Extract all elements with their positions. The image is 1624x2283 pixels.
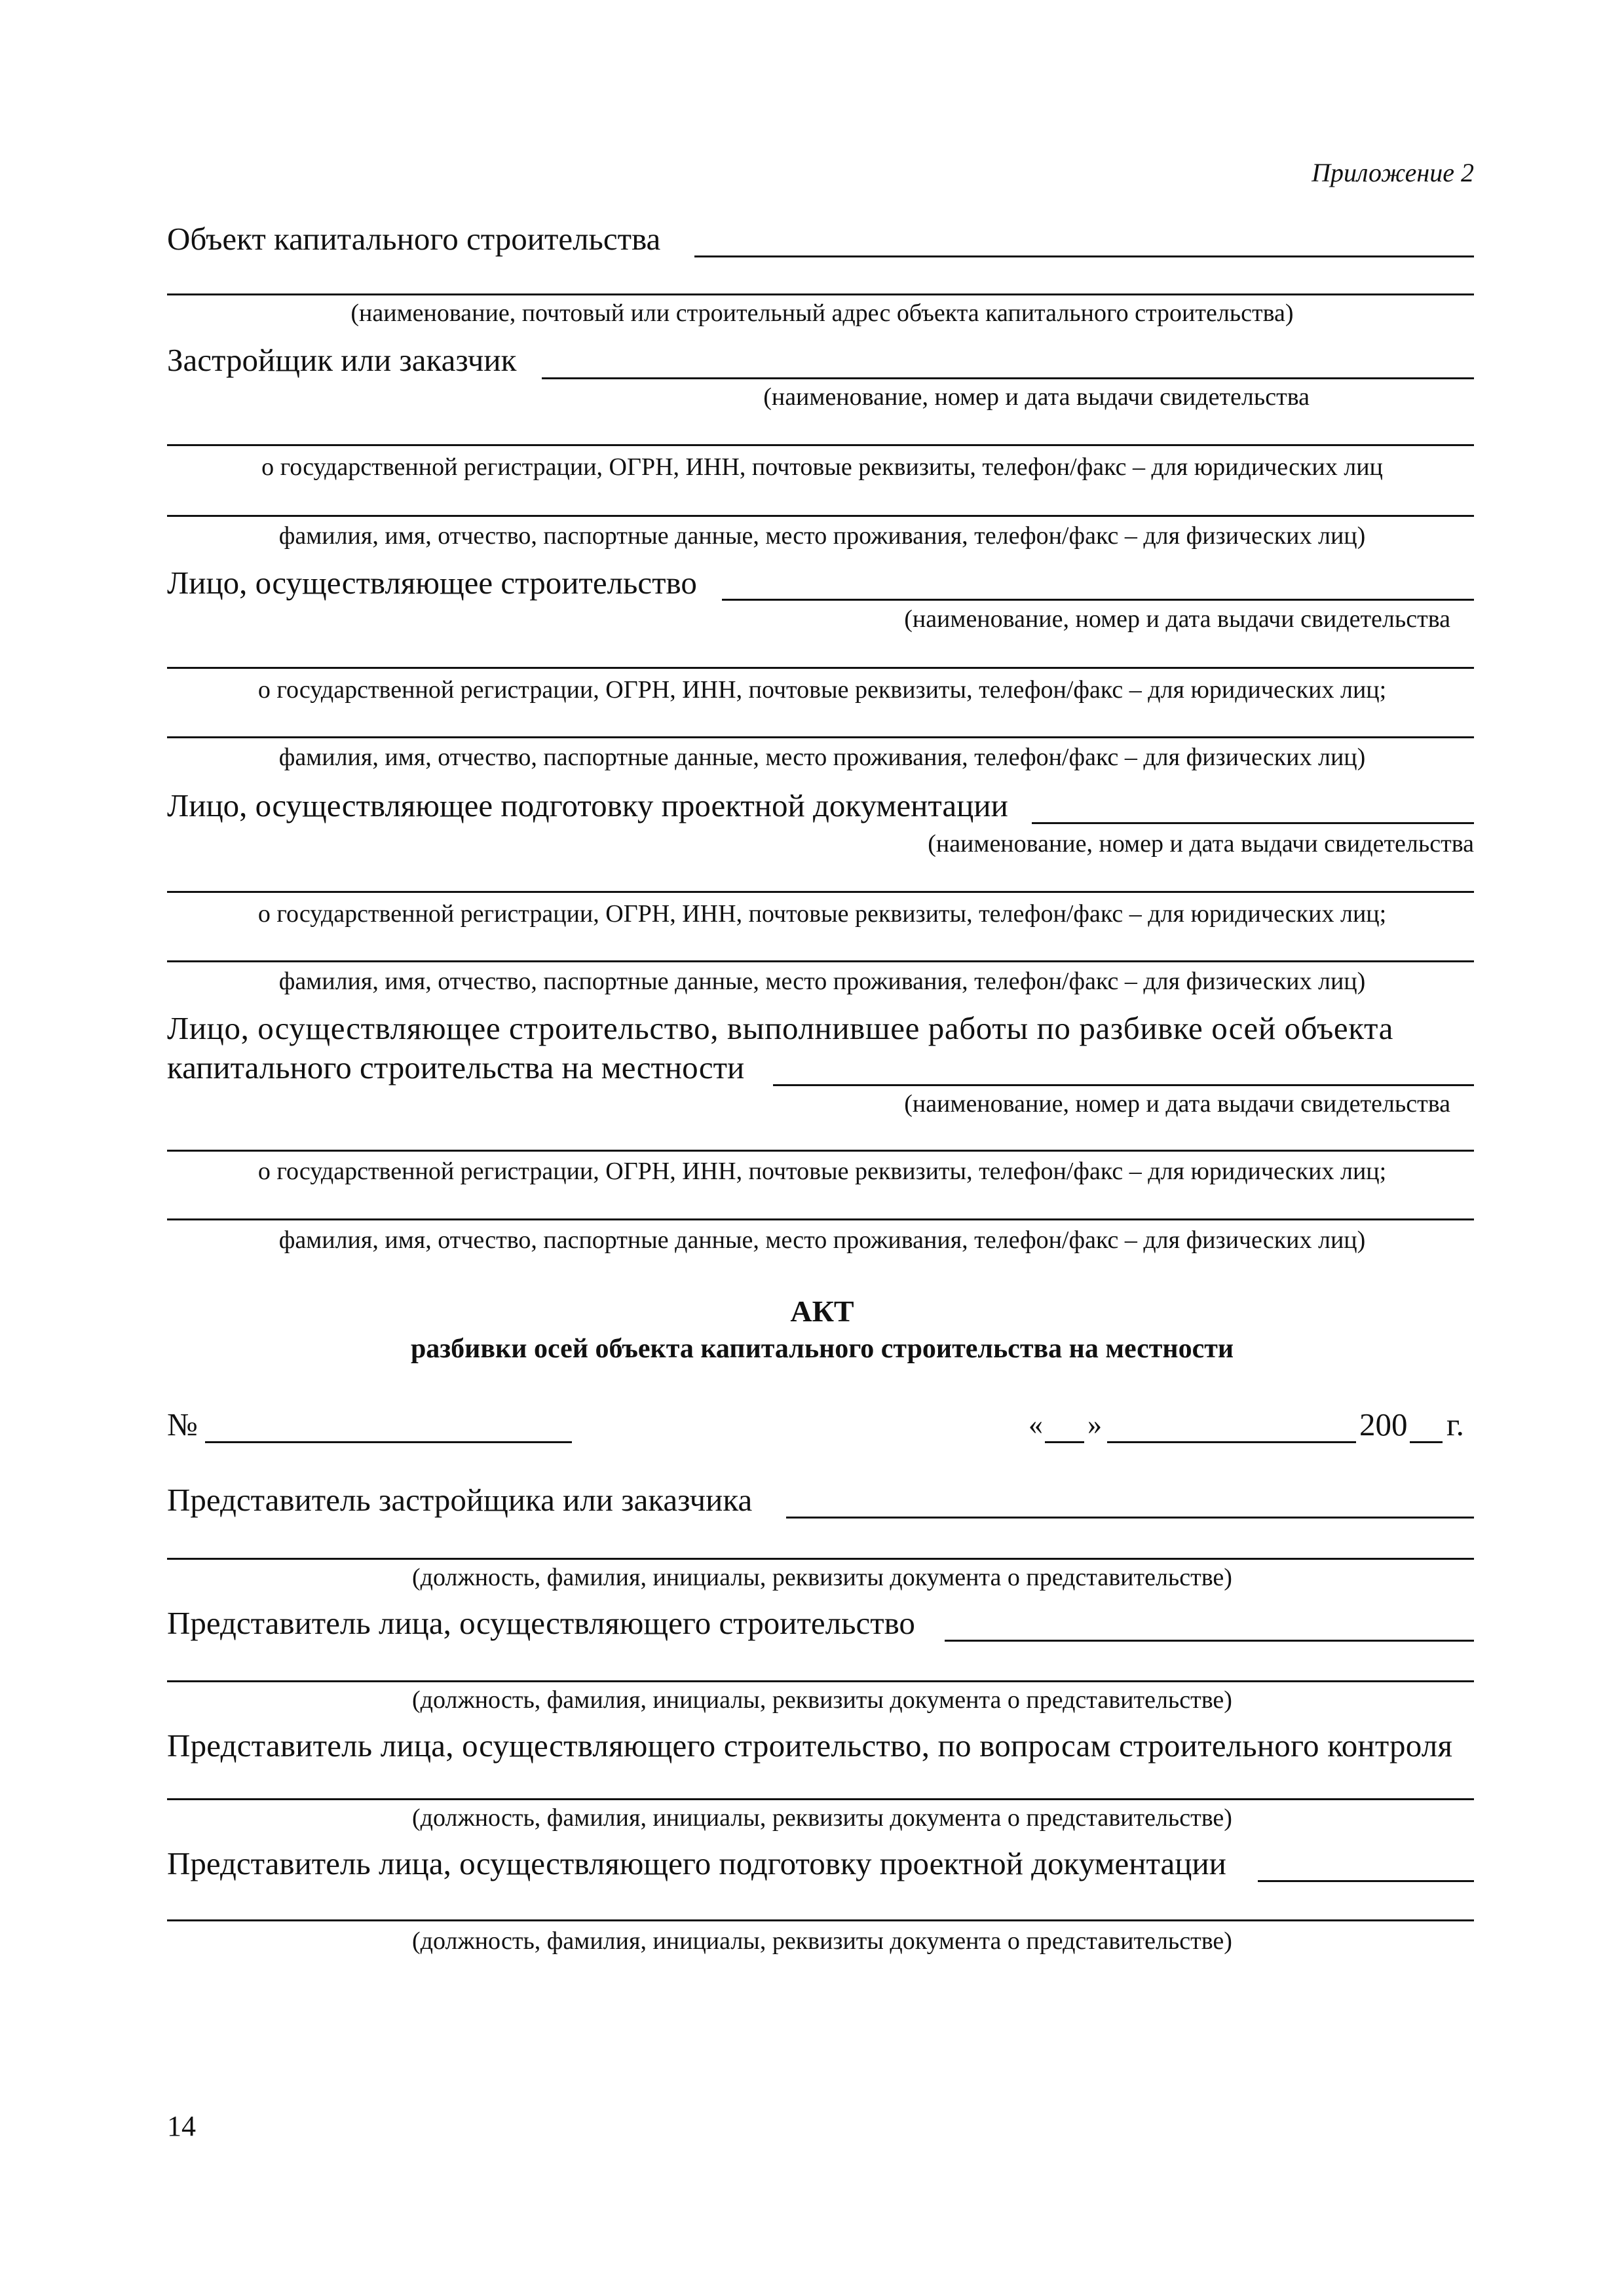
act-subtitle: разбивки осей объекта капитального строительства на местности (410, 1334, 1234, 1364)
axes-builder-hint-name: (наименование, номер и дата выдачи свидетельства (904, 1090, 1450, 1118)
designer-hint-name: (наименование, номер и дата выдачи свидетельства (928, 830, 1474, 858)
date-month-line[interactable] (1107, 1441, 1356, 1443)
builder-fill-line[interactable] (722, 599, 1474, 601)
object-label: Объект капитального строительства (167, 221, 661, 257)
builder-rep-label: Представитель лица, осуществляющего строительство (167, 1605, 915, 1641)
developer-fill-line-2[interactable] (167, 444, 1474, 446)
builder-label: Лицо, осуществляющее строительство (167, 565, 697, 601)
builder-fill-line-2[interactable] (167, 667, 1474, 669)
builder-rep-fill-line[interactable] (945, 1640, 1474, 1642)
page-number: 14 (167, 2110, 196, 2142)
act-number-line[interactable] (205, 1441, 572, 1443)
year-prefix: 200 (1359, 1406, 1408, 1443)
axes-builder-label-line2: капитального строительства на местности (167, 1049, 745, 1085)
developer-hint-name: (наименование, номер и дата выдачи свидетельства (763, 383, 1310, 411)
axes-builder-fill-line-3[interactable] (167, 1218, 1474, 1220)
year-line[interactable] (1410, 1441, 1443, 1443)
designer-rep-hint: (должность, фамилия, инициалы, реквизиты документа о представительстве) (412, 1927, 1232, 1955)
builder-hint-legal: о государственной регистрации, ОГРН, ИНН, почтовые реквизиты, телефон/факс – для юридических лиц; (257, 676, 1387, 704)
builder-rep-fill-line-2[interactable] (167, 1680, 1474, 1682)
builder-control-rep-label: Представитель лица, осуществляющего строительство, по вопросам строительного контроля (167, 1727, 1453, 1764)
axes-builder-fill-line-2[interactable] (167, 1150, 1474, 1152)
axes-builder-hint-legal: о государственной регистрации, ОГРН, ИНН, почтовые реквизиты, телефон/факс – для юридических лиц; (257, 1158, 1387, 1185)
axes-builder-fill-line[interactable] (773, 1084, 1474, 1086)
builder-control-rep-hint: (должность, фамилия, инициалы, реквизиты документа о представительстве) (412, 1804, 1232, 1832)
developer-rep-label: Представитель застройщика или заказчика (167, 1482, 753, 1518)
object-fill-line[interactable] (694, 255, 1474, 257)
axes-builder-label-line1: Лицо, осуществляющее строительство, выполнившее работы по разбивке осей объекта (167, 1010, 1393, 1046)
designer-rep-fill-line[interactable] (1258, 1880, 1474, 1882)
developer-label: Застройщик или заказчик (167, 342, 517, 378)
date-day-line[interactable] (1045, 1441, 1084, 1443)
object-fill-line-2[interactable] (167, 293, 1474, 295)
developer-hint-legal: о государственной регистрации, ОГРН, ИНН, почтовые реквизиты, телефон/факс – для юридических лиц (261, 453, 1383, 481)
developer-fill-line[interactable] (542, 377, 1474, 379)
builder-hint-name: (наименование, номер и дата выдачи свидетельства (904, 605, 1450, 633)
designer-fill-line[interactable] (1032, 822, 1474, 824)
axes-builder-hint-person: фамилия, имя, отчество, паспортные данные, место проживания, телефон/факс – для физических лиц) (278, 1226, 1366, 1254)
act-title: АКТ (790, 1294, 854, 1328)
designer-rep-fill-line-2[interactable] (167, 1919, 1474, 1921)
object-hint: (наименование, почтовый или строительный адрес объекта капитального строительства) (350, 299, 1294, 327)
designer-hint-legal: о государственной регистрации, ОГРН, ИНН, почтовые реквизиты, телефон/факс – для юридических лиц; (257, 900, 1387, 928)
builder-control-rep-fill-line[interactable] (167, 1798, 1474, 1800)
designer-fill-line-3[interactable] (167, 960, 1474, 962)
designer-hint-person: фамилия, имя, отчество, паспортные данные, место проживания, телефон/факс – для физических лиц) (278, 968, 1366, 995)
designer-rep-label: Представитель лица, осуществляющего подготовку проектной документации (167, 1845, 1226, 1881)
builder-rep-hint: (должность, фамилия, инициалы, реквизиты документа о представительстве) (412, 1686, 1232, 1714)
year-suffix: г. (1446, 1406, 1464, 1443)
developer-rep-hint: (должность, фамилия, инициалы, реквизиты документа о представительстве) (412, 1564, 1232, 1591)
appendix-label: Приложение 2 (1312, 158, 1474, 187)
developer-fill-line-3[interactable] (167, 515, 1474, 517)
developer-rep-fill-line[interactable] (786, 1517, 1474, 1519)
act-number-label: № (167, 1406, 198, 1443)
date-close-quote: » (1087, 1408, 1102, 1441)
date-open-quote: « (1029, 1408, 1043, 1441)
designer-fill-line-2[interactable] (167, 891, 1474, 893)
developer-rep-fill-line-2[interactable] (167, 1558, 1474, 1560)
builder-hint-person: фамилия, имя, отчество, паспортные данные, место проживания, телефон/факс – для физических лиц) (278, 744, 1366, 771)
developer-hint-person: фамилия, имя, отчество, паспортные данные, место проживания, телефон/факс – для физических лиц) (278, 522, 1366, 550)
builder-fill-line-3[interactable] (167, 736, 1474, 738)
designer-label: Лицо, осуществляющее подготовку проектной документации (167, 787, 1008, 823)
